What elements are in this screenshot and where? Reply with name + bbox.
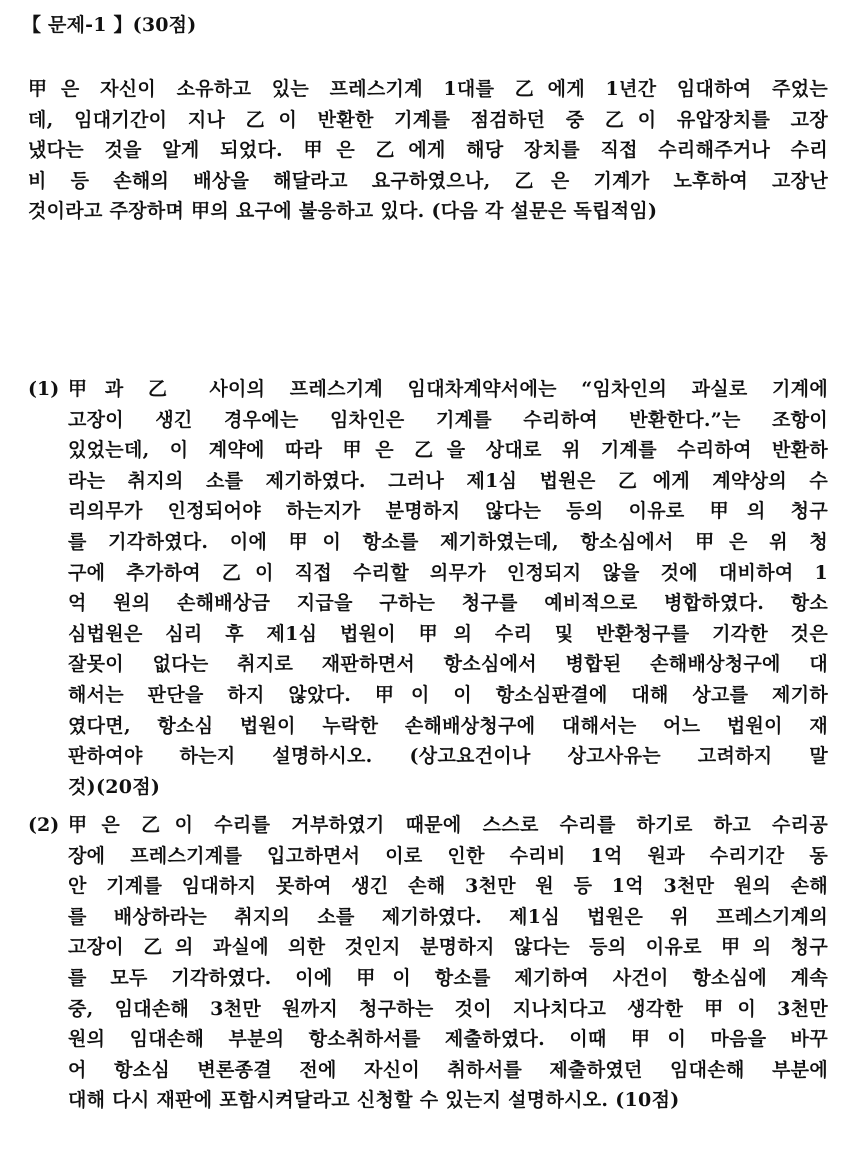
text-line: 비 등 손해의 배상을 해달라고 요구하였으나, 乙은 기계가 노후하여 고장난 (28, 169, 828, 192)
question-body (68, 374, 828, 802)
text-line: 것이라고 주장하며 甲의 요구에 불응하고 있다. (다음 각 설문은 독립적임) (28, 200, 658, 223)
text-line: 냈다는 것을 알게 되었다. 甲은 乙에게 해당 장치를 직접 수리해주거나 수리 (28, 139, 828, 162)
text-line: 를 기각하였다. 이에 甲이 항소를 제기하였는데, 항소심에서 甲은 위 청 (68, 530, 828, 553)
question-number: (2) (28, 814, 60, 836)
text-line: 고장이 생긴 경우에는 임차인은 기계를 수리하여 반환한다.”는 조항이 (68, 408, 828, 431)
text-line: 데, 임대기간이 지나 乙이 반환한 기계를 점검하던 중 乙이 유압장치를 고장 (28, 108, 828, 131)
text-line: 어 항소심 변론종결 전에 자신이 취하서를 제출하였던 임대손해 부분에 (68, 1058, 828, 1081)
question-1 (28, 374, 828, 798)
text-line: 를 배상하라는 취지의 소를 제기하였다. 제1심 법원은 위 프레스기계의 (68, 905, 828, 928)
text-line: 판하여야 하는지 설명하시오. (상고요건이나 상고사유는 고려하지 말 (68, 745, 828, 768)
text-line: 구에 추가하여 乙이 직접 수리할 의무가 인정되지 않을 것에 대비하여 1 (68, 561, 828, 584)
text-line: 대해 다시 재판에 포함시켜달라고 신청할 수 있는지 설명하시오. (10점) (68, 1089, 680, 1112)
question-number: (1) (28, 378, 60, 400)
text-line: 것)(20점) (68, 775, 161, 798)
text-line: 있었는데, 이 계약에 따라 甲은 乙을 상대로 위 기계를 수리하여 반환하 (68, 439, 828, 462)
text-line: 중, 임대손해 3천만 원까지 청구하는 것이 지나치다고 생각한 甲이 3천만 (68, 997, 828, 1020)
problem-title: 【 문제-1 】(30점) (22, 14, 197, 36)
text-line: 안 기계를 임대하지 못하여 생긴 손해 3천만 원 등 1억 3천만 원의 손해 (68, 875, 828, 898)
text-line: 甲과 乙 사이의 프레스기계 임대차계약서에는 “임차인의 과실로 기계에 (68, 378, 828, 400)
text-line: 였다면, 항소심 법원이 누락한 손해배상청구에 대해서는 어느 법원이 재 (68, 714, 828, 737)
text-line: 장에 프레스기계를 입고하면서 이로 인한 수리비 1억 원과 수리기간 동 (68, 844, 828, 867)
text-line: 원의 임대손해 부분의 항소취하서를 제출하였다. 이때 甲이 마음을 바꾸 (68, 1028, 828, 1051)
text-line: 甲은 자신이 소유하고 있는 프레스기계 1대를 乙에게 1년간 임대하여 주었는 (28, 78, 828, 100)
text-line: 甲은 乙이 수리를 거부하였기 때문에 스스로 수리를 하기로 하고 수리공 (68, 814, 828, 836)
text-line: 잘못이 없다는 취지로 재판하면서 항소심에서 병합된 손해배상청구에 대 (68, 653, 828, 676)
text-line: 리의무가 인정되어야 하는지가 분명하지 않다는 등의 이유로 甲의 청구 (68, 500, 828, 523)
text-line: 해서는 판단을 하지 않았다. 甲이 이 항소심판결에 대해 상고를 제기하 (68, 683, 828, 706)
text-line: 를 모두 기각하였다. 이에 甲이 항소를 제기하여 사건이 항소심에 계속 (68, 966, 828, 989)
case-facts-paragraph (28, 74, 828, 227)
question-body (68, 810, 828, 1116)
question-2 (28, 810, 828, 1150)
text-line: 억 원의 손해배상금 지급을 구하는 청구를 예비적으로 병합하였다. 항소 (68, 592, 828, 615)
text-line: 라는 취지의 소를 제기하였다. 그러나 제1심 법원은 乙에게 계약상의 수 (68, 469, 828, 492)
text-line: 심법원은 심리 후 제1심 법원이 甲의 수리 및 반환청구를 기각한 것은 (68, 622, 828, 645)
text-line: 고장이 乙의 과실에 의한 것인지 분명하지 않다는 등의 이유로 甲의 청구 (68, 936, 828, 959)
